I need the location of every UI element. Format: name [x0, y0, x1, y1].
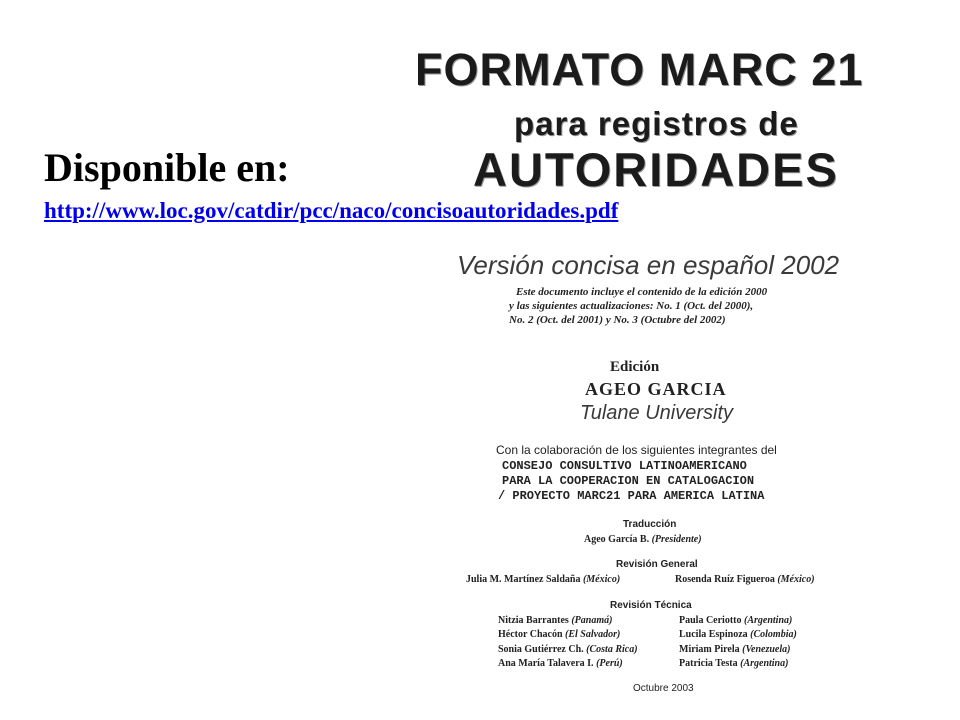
cover-note-line-3: No. 2 (Oct. del 2001) y No. 3 (Octubre del 2002) [509, 314, 726, 326]
technical-reviewer [498, 658, 623, 669]
council-line-3: / PROYECTO MARC21 PARA AMERICA LATINA [498, 489, 765, 503]
reviewer-name: Patricia Testa [679, 658, 738, 669]
general-reviewer [466, 574, 620, 585]
reviewer-country: (México) [582, 574, 621, 585]
technical-reviewer [498, 629, 620, 640]
cover-title-line-2: para registros de [514, 105, 799, 142]
cover-title-line-3: AUTORIDADES [473, 143, 839, 196]
reviewer-country: (Costa Rica) [586, 644, 638, 655]
technical-reviewer [679, 644, 790, 655]
reviewer-name: Paula Ceriotto [679, 615, 742, 626]
technical-reviewer [498, 615, 612, 626]
reviewer-country: (México) [777, 574, 815, 585]
reviewer-country: (Perú) [596, 658, 623, 669]
reviewer-country: (El Salvador) [565, 629, 621, 640]
general-reviewer [675, 574, 815, 585]
reviewer-name: Héctor Chacón [498, 629, 563, 640]
reviewer-country: (Colombia) [750, 629, 797, 640]
collaboration-intro: Con la colaboración de los siguientes integrantes del [496, 443, 777, 457]
technical-reviewer [679, 658, 788, 669]
editor-name: AGEO GARCIA [585, 379, 727, 399]
reviewer-name: Miriam Pirela [679, 644, 740, 655]
cover-version: Versión concisa en español 2002 [457, 250, 840, 280]
reviewer-country: (Argentina) [740, 658, 789, 669]
editor-affiliation: Tulane University [580, 402, 734, 424]
translator [584, 534, 702, 545]
cover-title-line-1: FORMATO MARC 21 [415, 44, 864, 95]
reviewer-country: (Panamá) [571, 615, 613, 626]
reviewer-name: Lucila Espinoza [679, 629, 748, 640]
cover-note-line-1: Este documento incluye el contenido de la edición 2000 [516, 286, 768, 298]
council-line-1: CONSEJO CONSULTIVO LATINOAMERICANO [502, 459, 747, 473]
reviewer-name: Nitzia Barrantes [498, 615, 569, 626]
technical-reviewer [679, 615, 792, 626]
reviewer-country: (Venezuela) [742, 644, 791, 655]
technical-reviewer [679, 629, 797, 640]
translator-name: Ageo García B. [584, 534, 650, 545]
availability-heading: Disponible en: [44, 145, 290, 190]
technical-review-heading: Revisión Técnica [610, 600, 692, 611]
technical-reviewer [498, 644, 638, 655]
translation-heading: Traducción [623, 519, 677, 530]
general-review-heading: Revisión General [616, 559, 698, 570]
cover-date: Octubre 2003 [633, 683, 694, 694]
cover-image [395, 30, 925, 710]
edition-label: Edición [610, 359, 660, 375]
reviewer-country: (Argentina) [744, 615, 793, 626]
reviewer-name: Sonia Gutiérrez Ch. [498, 644, 584, 655]
cover-note-line-2: y las siguientes actualizaciones: No. 1 (Oct. del 2000), [509, 300, 754, 312]
translator-role: (Presidente) [651, 534, 702, 545]
document-link[interactable]: http://www.loc.gov/catdir/pcc/naco/concisoautoridades.pdf [44, 198, 619, 223]
reviewer-name: Julia M. Martínez Saldaña [466, 574, 581, 585]
reviewer-name: Ana María Talavera I. [498, 658, 594, 669]
council-line-2: PARA LA COOPERACION EN CATALOGACION [502, 474, 755, 488]
reviewer-name: Rosenda Ruíz Figueroa [675, 574, 775, 585]
